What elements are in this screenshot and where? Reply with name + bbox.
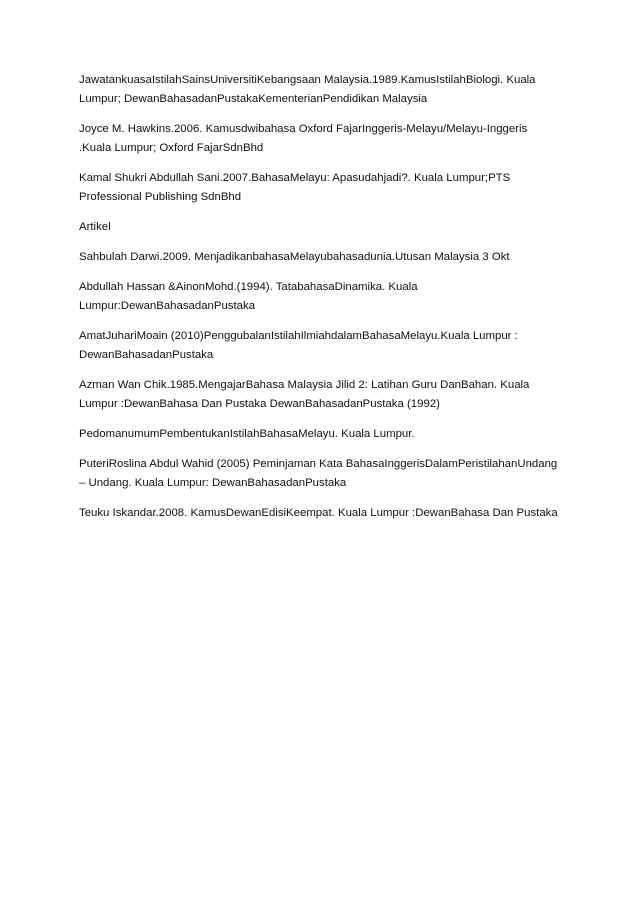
document-page xyxy=(79,71,559,534)
article-entry-4: Azman Wan Chik.1985.MengajarBahasa Malaysia Jilid 2: Latihan Guru DanBahan. Kuala Lumpur :DewanBahasa Dan Pustaka DewanBahasadanPustaka (1992) xyxy=(79,379,530,410)
reference-entry-3: Kamal Shukri Abdullah Sani.2007.BahasaMelayu: Apasudahjadi?. Kuala Lumpur;PTS Professional Publishing SdnBhd xyxy=(79,172,511,203)
article-entry-3: AmatJuhariMoain (2010)PenggubalanIstilahIlmiahdalamBahasaMelayu.Kuala Lumpur : DewanBahasadanPustaka xyxy=(79,330,518,361)
article-entry-2: Abdullah Hassan &AinonMohd.(1994). TatabahasaDinamika. Kuala Lumpur:DewanBahasadanPustaka xyxy=(79,281,418,312)
article-entry-6: PuteriRoslina Abdul Wahid (2005) Peminjaman Kata BahasaInggerisDalamPeristilahanUndang – Undang. Kuala Lumpur: DewanBahasadanPustaka xyxy=(79,458,558,489)
reference-entry-2: Joyce M. Hawkins.2006. Kamusdwibahasa Oxford FajarInggeris-Melayu/Melayu-Inggeris .Kuala Lumpur; Oxford FajarSdnBhd xyxy=(79,123,528,154)
section-heading-artikel: Artikel xyxy=(79,221,111,233)
article-entry-5: PedomanumumPembentukanIstilahBahasaMelayu. Kuala Lumpur. xyxy=(79,428,415,440)
reference-entry-1: JawatankuasaIstilahSainsUniversitiKebangsaan Malaysia.1989.KamusIstilahBiologi. Kuala Lumpur; DewanBahasadanPustakaKementerianPendidikan Malaysia xyxy=(79,74,536,105)
article-entry-7: Teuku Iskandar.2008. KamusDewanEdisiKeempat. Kuala Lumpur :DewanBahasa Dan Pustaka xyxy=(79,507,558,519)
article-entry-1: Sahbulah Darwi.2009. MenjadikanbahasaMelayubahasadunia.Utusan Malaysia 3 Okt xyxy=(79,251,510,263)
